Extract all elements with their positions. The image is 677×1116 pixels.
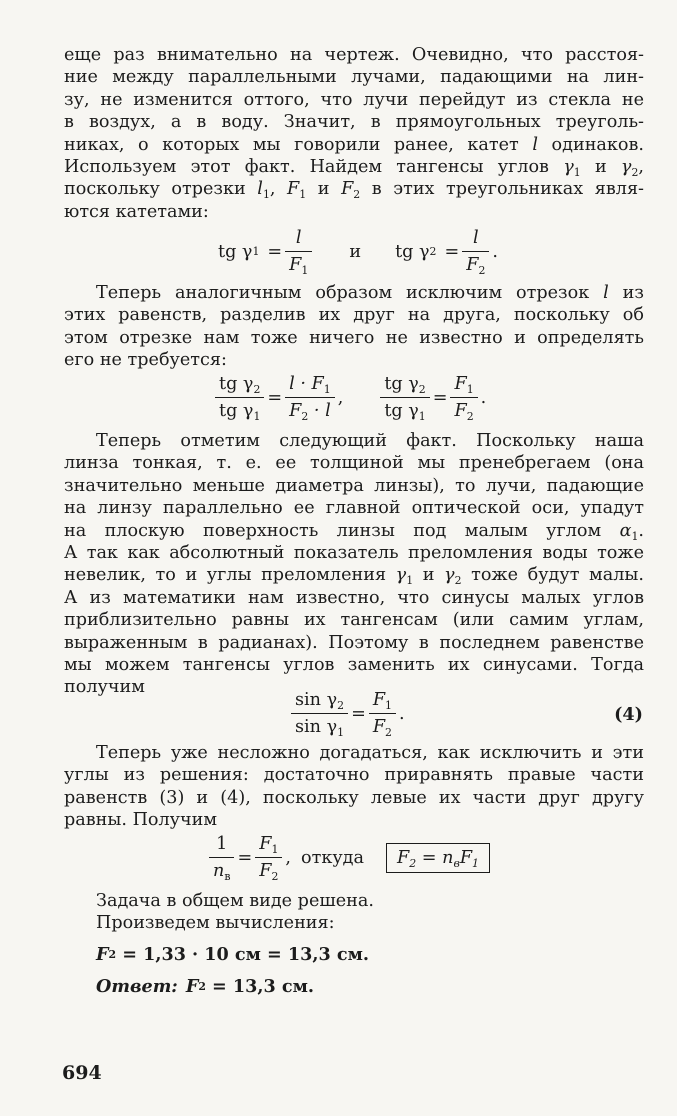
text-line: невелик, то и углы преломления $\gamma_1$ и $\gamma_2$ тоже будут малы. <box>64 565 644 588</box>
fraction: $\frac{F_1}{F_2}$ <box>255 832 282 883</box>
text-line: на плоскую поверхность линзы под малым углом $\alpha_1$. <box>64 520 644 543</box>
text-line: поскольку отрезки $l_1$, $F_1$ и $F_2$ в этих треугольниках явля- <box>64 179 645 202</box>
text-line: этом отрезке нам тоже ничего не известно и определять <box>64 327 644 348</box>
text-line: его не требуется: <box>64 350 227 371</box>
fraction: $\frac{l \cdot F_1}{F_2 \cdot l}$ <box>285 372 335 423</box>
fraction: $\frac{\sin \gamma_2}{\sin \gamma_1}$ <box>291 688 348 739</box>
text-line: приблизительно равны их тангенсам (или самим углам, <box>64 610 644 631</box>
text-line: равенств (3) и (4), поскольку левые их части друг другу <box>64 787 644 808</box>
paragraph-3 <box>64 430 644 699</box>
text-line: Теперь отметим следующий факт. Поскольку наша <box>96 431 644 451</box>
text-line: ются катетами: <box>64 201 209 222</box>
equation-result: $\frac{1}{n_в}$ = $\frac{F_1}{F_2}$ , откуда $F_2 = n_вF_1$ <box>206 832 490 883</box>
fraction: $\frac{l}{F_2}$ <box>462 226 489 277</box>
text-line: Теперь уже несложно догадаться, как исключить и эти <box>96 743 644 763</box>
paragraph-4 <box>64 742 644 832</box>
paragraph-1 <box>64 44 644 223</box>
text-line: А из математики нам известно, что синусы малых углов <box>64 587 644 608</box>
fraction: $\frac{F_1}{F_2}$ <box>369 688 396 739</box>
paragraph-5 <box>64 890 644 935</box>
calculation: F 2 = 1,33 · 10 см = 13,3 см. <box>96 944 370 965</box>
text-line: Теперь аналогичным образом исключим отрезок l из <box>96 283 644 303</box>
text-line: значительно меньше диаметра линзы), то лучи, падающие <box>64 475 644 496</box>
text-line: на линзу параллельно ее главной оптической оси, упадут <box>64 498 644 519</box>
text-line: мы можем тангенсы углов заменить их синусами. Тогда <box>64 654 644 675</box>
equation-sines: $\frac{\sin \gamma_2}{\sin \gamma_1}$ = $\frac{F_1}{F_2}$ . <box>288 688 405 739</box>
text-line: углы из решения: достаточно приравнять правые части <box>64 765 644 786</box>
equation-number: (4) <box>614 704 643 725</box>
boxed-formula: $F_2 = n_вF_1$ <box>386 843 490 873</box>
text-line: в воздух, а в воду. Значит, в прямоугольных треуголь- <box>64 112 644 133</box>
page-number: 694 <box>62 1062 102 1084</box>
text-line: выраженным в радианах). Поэтому в последнем равенстве <box>64 632 644 653</box>
text-line: Произведем вычисления: <box>96 913 335 934</box>
fraction: $\frac{1}{n_в}$ <box>209 832 234 883</box>
text-line: равны. Получим <box>64 810 218 831</box>
text-line: зу, не изменится оттого, что лучи перейдут из стекла не <box>64 89 644 110</box>
text-line: еще раз внимательно на чертеж. Очевидно, что расстоя- <box>64 45 644 65</box>
equation-ratio: $\frac{tg \gamma_2}{tg \gamma_1}$ = $\frac{l \cdot F_1}{F_2 \cdot l}$ , $\frac{tg \gamma_2}{tg \gamma_1}$ = $\frac{F_1}{F_2}$ . <box>212 372 486 423</box>
text-line: линза тонкая, т. е. ее толщиной мы пренебрегаем (она <box>64 453 644 474</box>
answer: Ответ: F 2 = 13,3 см. <box>96 976 314 997</box>
text-line: ние между параллельными лучами, падающими на лин- <box>64 67 644 88</box>
text-line: этих равенств, разделив их друг на друга, поскольку об <box>64 305 644 326</box>
fraction: $\frac{F_1}{F_2}$ <box>450 372 477 423</box>
text-line: Задача в общем виде решена. <box>96 891 374 911</box>
paragraph-2 <box>64 282 644 372</box>
text-line: А так как абсолютный показатель преломления воды тоже <box>64 542 644 563</box>
equation-tangents: tg γ 1 = $\frac{l}{F_1}$ и tg γ 2 = $\frac{l}{F_2}$ . <box>218 228 498 277</box>
text-line: Используем этот факт. Найдем тангенсы углов $\gamma_1$ и $\gamma_2$, <box>64 156 644 179</box>
fraction: $\frac{tg \gamma_2}{tg \gamma_1}$ <box>380 372 429 423</box>
fraction: $\frac{l}{F_1}$ <box>285 226 312 277</box>
text-line: никах, о которых мы говорили ранее, катет l одинаков. <box>64 134 644 155</box>
fraction: $\frac{tg \gamma_2}{tg \gamma_1}$ <box>215 372 264 423</box>
text-line: получим <box>64 677 145 698</box>
